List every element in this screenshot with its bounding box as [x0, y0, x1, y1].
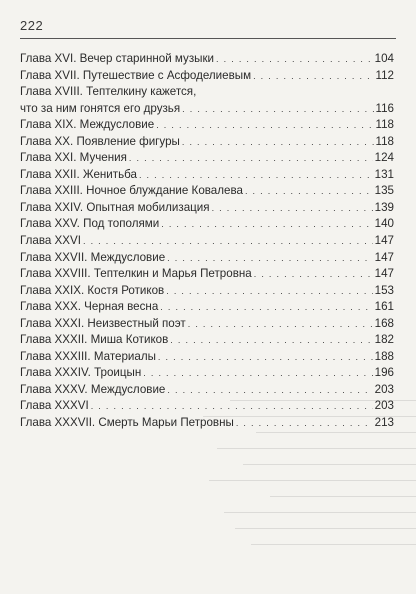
toc-entry	[20, 349, 394, 366]
toc-entry-title: Глава XVIII. Тептелкину кажется,	[20, 85, 197, 99]
toc-entry-page: 147	[374, 234, 394, 248]
toc-entry	[20, 382, 394, 399]
toc-dot-leader	[156, 117, 373, 134]
toc-dot-leader	[129, 150, 373, 167]
toc-entry-title: Глава XXXIV. Троицын	[20, 366, 142, 380]
toc-dot-leader	[245, 183, 373, 200]
toc-entry-title: Глава XXXI. Неизвестный поэт	[20, 316, 186, 330]
toc-entry	[20, 266, 394, 283]
toc-entry-page: 196	[374, 366, 394, 380]
toc-entry-page: 188	[374, 349, 394, 363]
toc-entry-page: 124	[374, 151, 394, 165]
toc-entry-page: 140	[374, 217, 394, 231]
toc-entry	[20, 84, 394, 101]
toc-dot-leader	[170, 332, 372, 349]
toc-dot-leader	[253, 68, 373, 85]
toc-entry-title: Глава XXII. Женитьба	[20, 167, 137, 181]
toc-dot-leader	[158, 349, 373, 366]
toc-entry-page: 182	[374, 333, 394, 347]
toc-entry	[20, 216, 394, 233]
toc-entry	[20, 250, 394, 267]
toc-dot-leader	[160, 299, 372, 316]
toc-entry	[20, 101, 394, 118]
toc-entry-title: что за ним гонятся его друзья	[20, 101, 181, 115]
toc-dot-leader	[167, 382, 372, 399]
toc-entry-page: 147	[374, 267, 394, 281]
table-of-contents	[20, 51, 394, 432]
toc-dot-leader	[254, 266, 373, 283]
toc-dot-leader	[139, 167, 373, 184]
toc-entry	[20, 332, 394, 349]
toc-dot-leader	[161, 216, 372, 233]
toc-dot-leader	[91, 398, 373, 415]
toc-entry-title: Глава XVI. Вечер старинной музыки	[20, 52, 215, 65]
toc-entry	[20, 51, 394, 68]
toc-entry-title: Глава XXI. Мучения	[20, 151, 127, 165]
toc-dot-leader	[212, 200, 373, 217]
toc-dot-leader	[182, 101, 373, 118]
toc-entry-page: 104	[374, 52, 394, 65]
toc-entry	[20, 415, 394, 432]
toc-dot-leader	[167, 250, 373, 267]
toc-dot-leader	[188, 316, 373, 333]
toc-entry	[20, 299, 394, 316]
toc-entry	[20, 200, 394, 217]
toc-entry-page: 147	[374, 250, 394, 264]
toc-entry	[20, 283, 394, 300]
toc-entry-page: 131	[374, 167, 394, 181]
toc-entry-page: 213	[374, 416, 394, 430]
toc-entry-page: 203	[374, 399, 394, 413]
toc-entry	[20, 183, 394, 200]
toc-entry-title: Глава XX. Появление фигуры	[20, 134, 180, 148]
toc-dot-leader	[166, 283, 372, 300]
toc-entry	[20, 167, 394, 184]
toc-entry	[20, 233, 394, 250]
toc-entry-title: Глава XXV. Под тополями	[20, 217, 160, 231]
toc-dot-leader	[236, 415, 373, 432]
toc-entry-title: Глава XXX. Черная весна	[20, 300, 159, 314]
toc-entry-title: Глава XXXV. Междусловие	[20, 382, 166, 396]
toc-entry-title: Глава XXXVI	[20, 399, 89, 413]
toc-entry-page: 112	[375, 68, 394, 82]
toc-dot-leader	[143, 365, 372, 382]
toc-entry-title: Глава XVII. Путешествие с Асфоделиевым	[20, 68, 252, 82]
toc-entry	[20, 398, 394, 415]
toc-entry	[20, 365, 394, 382]
toc-entry-page: 168	[374, 316, 394, 330]
toc-entry-title: Глава XXVI	[20, 234, 81, 248]
toc-entry-page: 118	[375, 134, 394, 148]
toc-entry	[20, 117, 394, 134]
toc-dot-leader	[83, 233, 373, 250]
toc-entry-title: Глава XIX. Междусловие	[20, 118, 155, 132]
toc-entry-page: 116	[375, 101, 394, 115]
toc-entry-title: Глава XXXII. Миша Котиков	[20, 333, 169, 347]
toc-entry-title: Глава XXXVII. Смерть Марьи Петровны	[20, 416, 234, 430]
toc-entry-title: Глава XXXIII. Материалы	[20, 349, 156, 363]
toc-entry	[20, 68, 394, 85]
header-rule	[20, 38, 396, 39]
toc-dot-leader	[216, 51, 373, 68]
toc-entry-title: Глава XXIII. Ночное блуждание Ковалева	[20, 184, 243, 198]
toc-entry	[20, 134, 394, 151]
toc-entry-page: 118	[375, 118, 394, 132]
page-number: 222	[20, 18, 44, 33]
toc-entry-page: 161	[374, 300, 394, 314]
toc-dot-leader	[182, 134, 374, 151]
toc-entry-page: 203	[374, 382, 394, 396]
toc-entry-page: 139	[374, 200, 394, 214]
toc-entry	[20, 150, 394, 167]
toc-entry	[20, 316, 394, 333]
toc-entry-title: Глава XXIV. Опытная мобилизация	[20, 200, 210, 214]
toc-entry-title: Глава XXVII. Междусловие	[20, 250, 166, 264]
toc-entry-title: Глава XXVIII. Тептелкин и Марья Петровна	[20, 267, 252, 281]
toc-entry-page: 135	[374, 184, 394, 198]
toc-entry-page: 153	[374, 283, 394, 297]
toc-entry-title: Глава XXIX. Костя Ротиков	[20, 283, 165, 297]
